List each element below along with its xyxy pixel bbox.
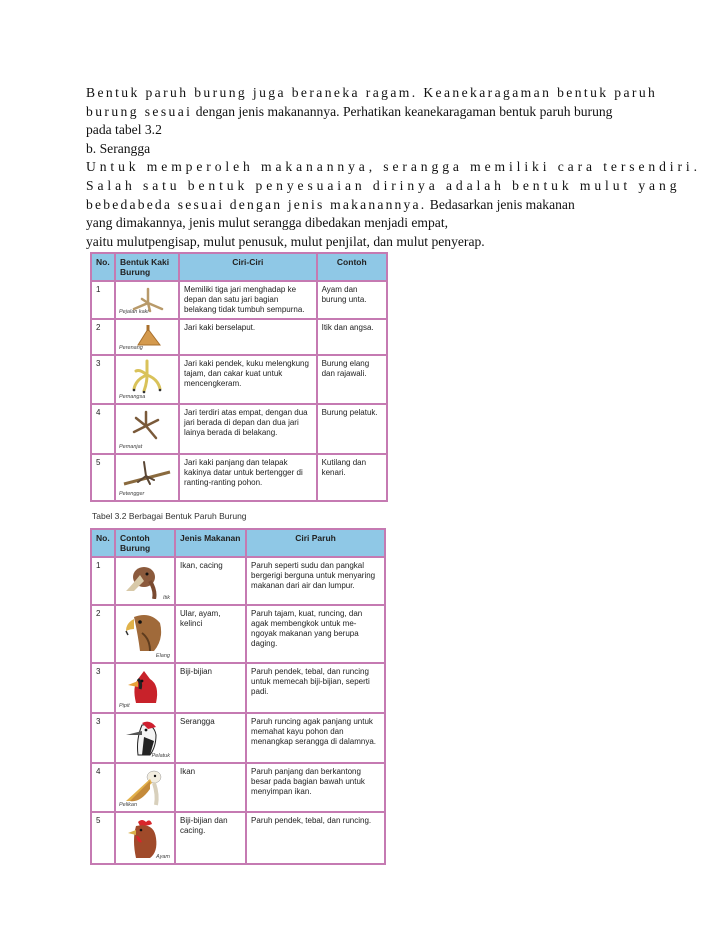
figure-cell: [115, 763, 175, 812]
table-row: [91, 319, 387, 355]
header-jenis-makanan: Jenis Makanan: [175, 529, 246, 557]
figure-label: Pemanjat: [118, 444, 143, 450]
para2-line3-rest: Bedasarkan jenis makanan: [429, 196, 575, 212]
table-row: [91, 281, 387, 319]
eagle-head-icon: [120, 609, 170, 655]
row-no: 5: [91, 812, 115, 864]
row-ciri: Paruh pendek, tebal, dan runcing.: [246, 812, 385, 864]
figure-cell: [115, 605, 175, 663]
row-ciri: Paruh pendek, tebal, dan runcing untuk memecah biji-bijian, seperti padi.: [246, 663, 385, 713]
figure-label: Pemangsa: [118, 394, 146, 400]
row-no: 3: [91, 355, 115, 404]
row-no: 1: [91, 557, 115, 605]
row-no: 4: [91, 404, 115, 454]
climbing-foot-icon: [120, 408, 174, 444]
para1-line2: [86, 103, 656, 122]
row-makanan: Biji-bijian dan cacing.: [175, 812, 246, 864]
row-no: 4: [91, 763, 115, 812]
table-row: [91, 557, 385, 605]
para2-line3-spaced: bebedabeda sesuai dengan jenis makanannya.: [86, 196, 427, 212]
row-makanan: Ikan, cacing: [175, 557, 246, 605]
row-ciri: Paruh seperti sudu dan pangkal bergerigi berguna untuk menyaring makanan dari air dan lumpur.: [246, 557, 385, 605]
row-contoh: Burung elang dan rajawali.: [317, 355, 387, 404]
row-no: 2: [91, 605, 115, 663]
row-makanan: Ikan: [175, 763, 246, 812]
table-row: [91, 605, 385, 663]
row-ciri: Jari kaki pendek, kuku melengkung tajam, dan cakar kuat untuk mencengkeram.: [179, 355, 317, 404]
row-makanan: Biji-bijian: [175, 663, 246, 713]
row-contoh: Ayam dan burung unta.: [317, 281, 387, 319]
para1-line3: pada tabel 3.2: [86, 122, 162, 138]
figure-label: Ayam: [155, 854, 170, 860]
row-no: 3: [91, 663, 115, 713]
row-no: 5: [91, 454, 115, 501]
figure-label: Perenang: [118, 345, 143, 351]
figure-cell: [115, 713, 175, 763]
figure-cell: [115, 355, 179, 404]
row-ciri: Paruh panjang dan berkantong besar pada bagian bawah untuk menyimpan ikan.: [246, 763, 385, 812]
para2-line2: Salah satu bentuk penyesuaian dirinya adalah bentuk mulut yang: [86, 177, 681, 193]
row-ciri: Paruh tajam, kuat, runcing, dan agak membengkok untuk me-ngoyak makanan yang berupa daging.: [246, 605, 385, 663]
header-no: No.: [91, 529, 115, 557]
row-no: 2: [91, 319, 115, 355]
raptor-talon-icon: [120, 359, 174, 395]
figure-cell: [115, 557, 175, 605]
row-contoh: Burung pelatuk.: [317, 404, 387, 454]
row-ciri: Jari kaki panjang dan telapak kakinya datar untuk bertengger di ranting-ranting pohon.: [179, 454, 317, 501]
figure-label: Petengger: [118, 491, 145, 497]
para1-line2-rest: dengan jenis makanannya. Perhatikan keanekaragaman bentuk paruh burung: [195, 103, 613, 119]
table-row: [91, 355, 387, 404]
row-ciri: Jari kaki berselaput.: [179, 319, 317, 355]
table-row: [91, 454, 387, 501]
figure-cell: [115, 404, 179, 454]
table-header-row: [91, 529, 385, 557]
table-row: [91, 404, 387, 454]
table-row: [91, 763, 385, 812]
header-contoh-burung: Contoh Burung: [115, 529, 175, 557]
header-contoh: Contoh: [317, 253, 387, 281]
row-ciri: Jari terdiri atas empat, dengan dua jari berada di depan dan dua jari lainya berada di belakang.: [179, 404, 317, 454]
row-ciri: Memiliki tiga jari menghadap ke depan dan satu jari bagian belakang tidak tumbuh sempurna.: [179, 281, 317, 319]
figure-label: Pejalan kaki: [118, 309, 149, 315]
table-row: [91, 663, 385, 713]
row-makanan: Ular, ayam, kelinci: [175, 605, 246, 663]
body-text: [86, 84, 701, 251]
header-ciri: Ciri-Ciri: [179, 253, 317, 281]
table-bird-beaks: [90, 528, 386, 865]
row-makanan: Serangga: [175, 713, 246, 763]
figure-label: Itik: [162, 595, 170, 601]
header-bentuk-kaki: Bentuk Kaki Burung: [115, 253, 179, 281]
figure-cell: [115, 281, 179, 319]
para2-line3: [86, 196, 656, 215]
table-caption: Tabel 3.2 Berbagai Bentuk Paruh Burung: [92, 511, 247, 521]
para1-line2-spaced: burung sesuai: [86, 103, 193, 119]
para2-line1: Untuk memperoleh makanannya, serangga memiliki cara tersendiri.: [86, 159, 701, 175]
figure-cell: [115, 454, 179, 501]
header-ciri-paruh: Ciri Paruh: [246, 529, 385, 557]
table-header-row: [91, 253, 387, 281]
perching-foot-icon: [120, 458, 174, 492]
heading-serangga: b. Serangga: [86, 140, 151, 156]
figure-cell: [115, 812, 175, 864]
figure-label: Pipit: [118, 703, 130, 709]
row-contoh: Kutilang dan kenari.: [317, 454, 387, 501]
table-row: [91, 812, 385, 864]
figure-cell: [115, 319, 179, 355]
figure-label: Elang: [155, 653, 170, 659]
row-ciri: Paruh runcing agak panjang untuk memahat kayu pohon dan menangkap serangga di dalamnya.: [246, 713, 385, 763]
header-no: No.: [91, 253, 115, 281]
figure-label: Pelatuk: [151, 753, 170, 759]
row-no: 3: [91, 713, 115, 763]
figure-cell: [115, 663, 175, 713]
figure-label: Pelikan: [118, 802, 138, 808]
para2-line5: yaitu mulutpengisap, mulut penusuk, mulut penjilat, dan mulut penyerap.: [86, 233, 485, 249]
row-contoh: Itik dan angsa.: [317, 319, 387, 355]
table-bird-feet: [90, 252, 388, 502]
row-no: 1: [91, 281, 115, 319]
table-row: [91, 713, 385, 763]
para2-line4: yang dimakannya, jenis mulut serangga dibedakan menjadi empat,: [86, 215, 449, 231]
para1-line1: Bentuk paruh burung juga beraneka ragam. Keanekaragaman bentuk paruh: [86, 85, 658, 100]
